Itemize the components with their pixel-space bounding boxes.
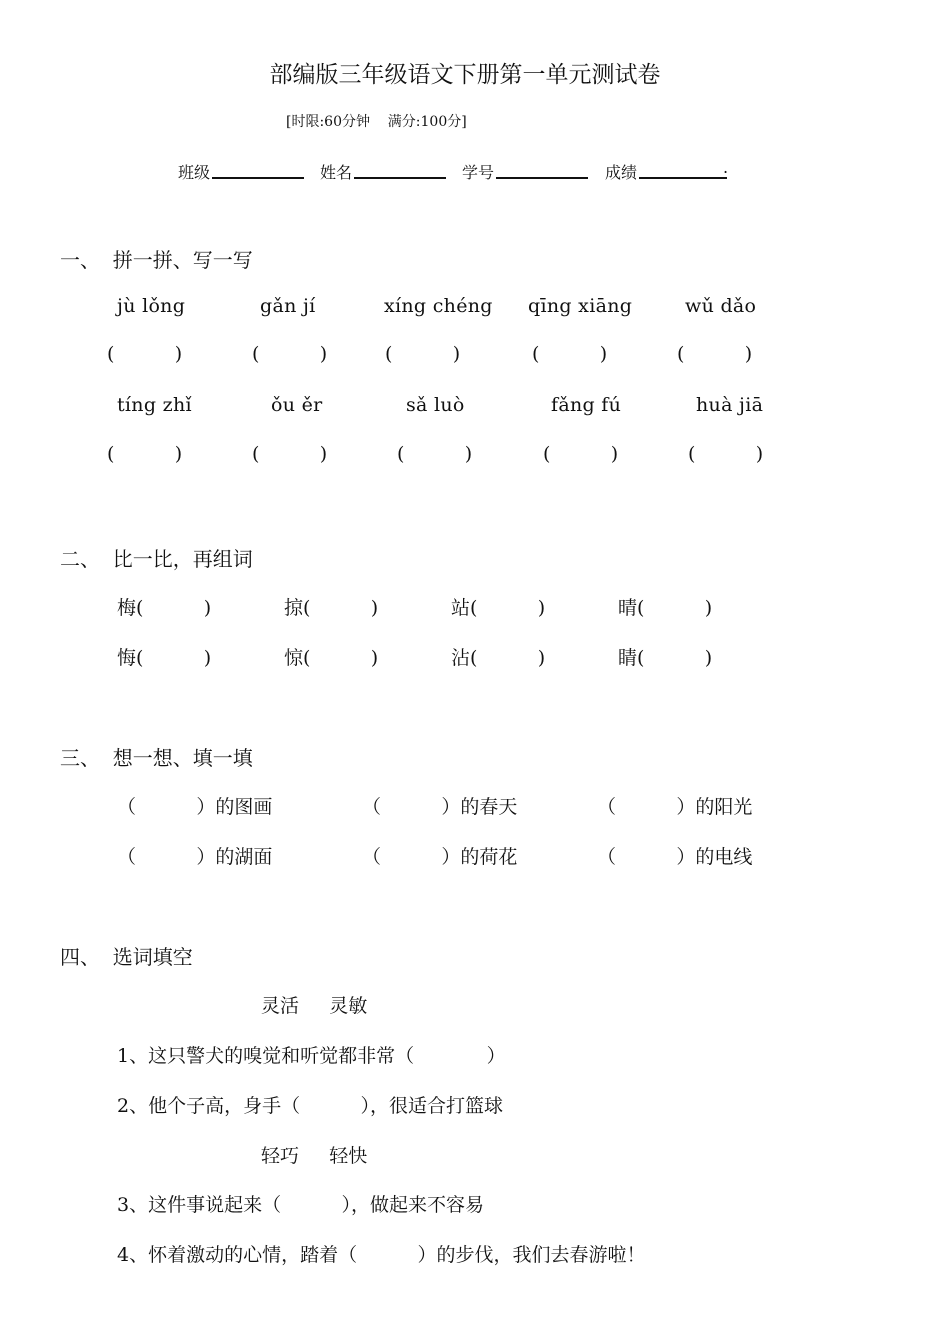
pinyin-item: fǎng fú [551,394,622,416]
fill-item[interactable]: （ ）的电线 [597,846,753,868]
name-label: 姓名 [320,163,353,182]
compare-item[interactable]: 掠( ) [284,597,379,619]
score-label: 成绩 [605,163,638,182]
compare-item[interactable]: 惊( ) [284,647,379,669]
answer-blank[interactable]: ( ) [688,443,764,465]
question-3[interactable]: 3、这件事说起来（ ），做起来不容易 [117,1194,484,1216]
pinyin-item: huà jiā [696,394,764,416]
pinyin-item: wǔ dǎo [685,295,757,317]
pinyin-item: jù lǒng [117,295,186,317]
compare-item[interactable]: 站( ) [451,597,546,619]
score-field[interactable] [639,177,727,179]
answer-blank[interactable]: ( ) [385,343,461,365]
answer-blank[interactable]: ( ) [532,343,608,365]
answer-blank[interactable]: ( ) [107,343,183,365]
question-2[interactable]: 2、他个子高，身手（ ），很适合打篮球 [117,1095,503,1117]
word-choices-1: 灵活 灵敏 [261,995,368,1017]
fill-item[interactable]: （ ）的荷花 [362,846,518,868]
fill-item[interactable]: （ ）的湖面 [117,846,273,868]
number-label: 学号 [462,163,495,182]
class-field[interactable] [212,177,304,179]
fill-item[interactable]: （ ）的阳光 [597,796,753,818]
compare-item[interactable]: 沾( ) [451,647,546,669]
compare-item[interactable]: 睛( ) [618,647,713,669]
compare-item[interactable]: 晴( ) [618,597,713,619]
name-field[interactable] [354,177,446,179]
pinyin-item: gǎn jí [260,295,316,317]
class-label: 班级 [178,163,211,182]
page-title: 部编版三年级语文下册第一单元测试卷 [269,62,661,88]
answer-blank[interactable]: ( ) [677,343,753,365]
compare-item[interactable]: 梅( ) [117,597,212,619]
pinyin-item: ǒu ěr [271,394,323,416]
pinyin-item: qīng xiāng [528,295,633,317]
section-2-heading: 二、 比一比，再组词 [60,547,253,571]
answer-blank[interactable]: ( ) [397,443,473,465]
pinyin-item: xíng chéng [384,295,493,317]
pinyin-item: tíng zhǐ [117,394,192,416]
section-4-heading: 四、 选词填空 [60,945,193,969]
word-choices-2: 轻巧 轻快 [261,1145,368,1167]
number-field[interactable] [496,177,588,179]
fill-item[interactable]: （ ）的春天 [362,796,518,818]
answer-blank[interactable]: ( ) [543,443,619,465]
fill-item[interactable]: （ ）的图画 [117,796,273,818]
section-1-heading: 一、 拼一拼、写一写 [60,248,253,272]
compare-item[interactable]: 悔( ) [117,647,212,669]
time-score-limit: [时限:60分钟 满分:100分] [286,114,467,130]
question-4[interactable]: 4、怀着激动的心情，踏着（ ）的步伐，我们去春游啦！ [117,1244,646,1266]
question-1[interactable]: 1、这只警犬的嗅觉和听觉都非常（ ） [117,1045,506,1067]
section-3-heading: 三、 想一想、填一填 [60,746,253,770]
answer-blank[interactable]: ( ) [252,443,328,465]
pinyin-item: sǎ luò [406,394,465,416]
answer-blank[interactable]: ( ) [107,443,183,465]
end-mark: . [723,158,729,177]
answer-blank[interactable]: ( ) [252,343,328,365]
